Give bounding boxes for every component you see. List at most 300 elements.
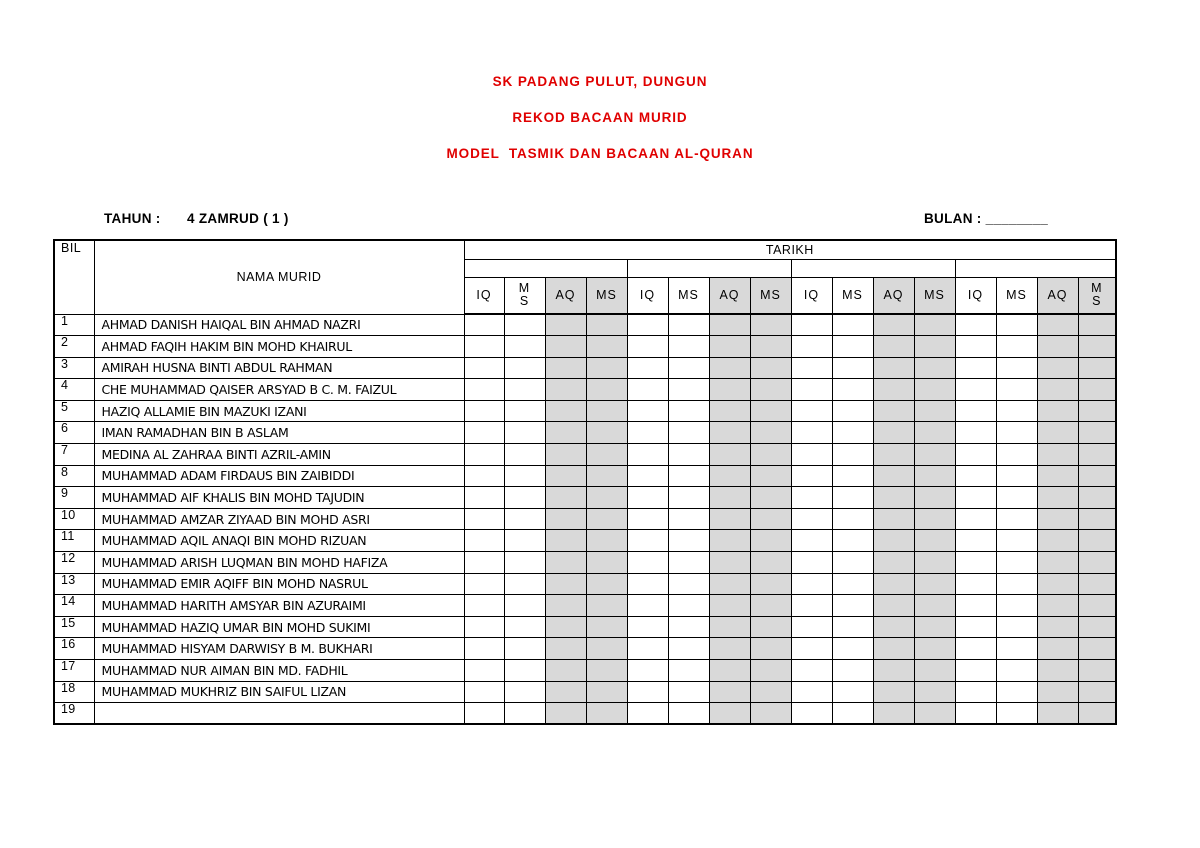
record-cell[interactable]: [668, 487, 709, 509]
record-cell[interactable]: [545, 530, 586, 552]
record-cell[interactable]: [545, 703, 586, 725]
record-cell[interactable]: [996, 638, 1037, 660]
record-cell[interactable]: [832, 357, 873, 379]
record-cell[interactable]: [709, 422, 750, 444]
record-cell[interactable]: [1037, 616, 1078, 638]
record-cell[interactable]: [1078, 357, 1116, 379]
record-cell[interactable]: [996, 616, 1037, 638]
record-cell[interactable]: [1037, 573, 1078, 595]
record-cell[interactable]: [627, 616, 668, 638]
record-cell[interactable]: [1037, 703, 1078, 725]
record-cell[interactable]: [791, 508, 832, 530]
record-cell[interactable]: [504, 573, 545, 595]
record-cell[interactable]: [1078, 552, 1116, 574]
record-cell[interactable]: [545, 422, 586, 444]
record-cell[interactable]: [1037, 422, 1078, 444]
record-cell[interactable]: [709, 573, 750, 595]
record-cell[interactable]: [1078, 487, 1116, 509]
record-cell[interactable]: [791, 616, 832, 638]
record-cell[interactable]: [504, 487, 545, 509]
record-cell[interactable]: [668, 595, 709, 617]
record-cell[interactable]: [464, 314, 504, 336]
record-cell[interactable]: [464, 487, 504, 509]
record-cell[interactable]: [914, 357, 955, 379]
record-cell[interactable]: [1037, 444, 1078, 466]
record-cell[interactable]: [627, 660, 668, 682]
record-cell[interactable]: [627, 530, 668, 552]
record-cell[interactable]: [955, 422, 996, 444]
record-cell[interactable]: [955, 487, 996, 509]
record-cell[interactable]: [709, 336, 750, 358]
record-cell[interactable]: [873, 336, 914, 358]
record-cell[interactable]: [668, 681, 709, 703]
record-cell[interactable]: [709, 530, 750, 552]
record-cell[interactable]: [955, 379, 996, 401]
record-cell[interactable]: [996, 681, 1037, 703]
record-cell[interactable]: [1078, 660, 1116, 682]
record-cell[interactable]: [791, 314, 832, 336]
record-cell[interactable]: [1037, 400, 1078, 422]
record-cell[interactable]: [586, 703, 627, 725]
record-cell[interactable]: [873, 530, 914, 552]
record-cell[interactable]: [996, 573, 1037, 595]
record-cell[interactable]: [914, 444, 955, 466]
date-cell[interactable]: [627, 259, 791, 277]
record-cell[interactable]: [504, 638, 545, 660]
record-cell[interactable]: [627, 487, 668, 509]
record-cell[interactable]: [627, 336, 668, 358]
record-cell[interactable]: [709, 552, 750, 574]
record-cell[interactable]: [955, 314, 996, 336]
record-cell[interactable]: [1037, 595, 1078, 617]
record-cell[interactable]: [668, 573, 709, 595]
record-cell[interactable]: [627, 552, 668, 574]
record-cell[interactable]: [832, 595, 873, 617]
record-cell[interactable]: [996, 595, 1037, 617]
record-cell[interactable]: [504, 314, 545, 336]
record-cell[interactable]: [955, 595, 996, 617]
record-cell[interactable]: [750, 379, 791, 401]
record-cell[interactable]: [464, 508, 504, 530]
record-cell[interactable]: [464, 530, 504, 552]
record-cell[interactable]: [464, 573, 504, 595]
record-cell[interactable]: [709, 638, 750, 660]
record-cell[interactable]: [832, 552, 873, 574]
record-cell[interactable]: [627, 465, 668, 487]
record-cell[interactable]: [955, 681, 996, 703]
record-cell[interactable]: [545, 681, 586, 703]
record-cell[interactable]: [545, 508, 586, 530]
record-cell[interactable]: [1078, 530, 1116, 552]
record-cell[interactable]: [1037, 336, 1078, 358]
record-cell[interactable]: [873, 660, 914, 682]
record-cell[interactable]: [709, 660, 750, 682]
record-cell[interactable]: [750, 681, 791, 703]
record-cell[interactable]: [873, 616, 914, 638]
record-cell[interactable]: [504, 444, 545, 466]
record-cell[interactable]: [791, 703, 832, 725]
record-cell[interactable]: [996, 508, 1037, 530]
record-cell[interactable]: [832, 465, 873, 487]
record-cell[interactable]: [750, 444, 791, 466]
record-cell[interactable]: [873, 465, 914, 487]
record-cell[interactable]: [996, 552, 1037, 574]
record-cell[interactable]: [668, 422, 709, 444]
date-cell[interactable]: [464, 259, 627, 277]
record-cell[interactable]: [832, 573, 873, 595]
record-cell[interactable]: [914, 314, 955, 336]
record-cell[interactable]: [955, 508, 996, 530]
record-cell[interactable]: [586, 552, 627, 574]
record-cell[interactable]: [1037, 314, 1078, 336]
record-cell[interactable]: [545, 314, 586, 336]
record-cell[interactable]: [750, 314, 791, 336]
record-cell[interactable]: [586, 616, 627, 638]
record-cell[interactable]: [709, 616, 750, 638]
record-cell[interactable]: [791, 444, 832, 466]
record-cell[interactable]: [1078, 314, 1116, 336]
record-cell[interactable]: [832, 400, 873, 422]
record-cell[interactable]: [586, 638, 627, 660]
date-cell[interactable]: [955, 259, 1116, 277]
record-cell[interactable]: [586, 508, 627, 530]
record-cell[interactable]: [627, 444, 668, 466]
record-cell[interactable]: [750, 465, 791, 487]
record-cell[interactable]: [996, 379, 1037, 401]
record-cell[interactable]: [750, 573, 791, 595]
record-cell[interactable]: [914, 616, 955, 638]
record-cell[interactable]: [873, 357, 914, 379]
record-cell[interactable]: [1078, 336, 1116, 358]
record-cell[interactable]: [832, 530, 873, 552]
record-cell[interactable]: [791, 422, 832, 444]
record-cell[interactable]: [1078, 422, 1116, 444]
record-cell[interactable]: [955, 703, 996, 725]
record-cell[interactable]: [464, 422, 504, 444]
record-cell[interactable]: [832, 336, 873, 358]
record-cell[interactable]: [1037, 638, 1078, 660]
record-cell[interactable]: [873, 422, 914, 444]
record-cell[interactable]: [791, 573, 832, 595]
record-cell[interactable]: [464, 616, 504, 638]
record-cell[interactable]: [504, 379, 545, 401]
record-cell[interactable]: [996, 400, 1037, 422]
record-cell[interactable]: [873, 444, 914, 466]
record-cell[interactable]: [873, 552, 914, 574]
record-cell[interactable]: [832, 703, 873, 725]
record-cell[interactable]: [709, 314, 750, 336]
record-cell[interactable]: [955, 444, 996, 466]
record-cell[interactable]: [627, 357, 668, 379]
record-cell[interactable]: [464, 379, 504, 401]
record-cell[interactable]: [586, 336, 627, 358]
record-cell[interactable]: [545, 400, 586, 422]
record-cell[interactable]: [1037, 530, 1078, 552]
record-cell[interactable]: [996, 444, 1037, 466]
record-cell[interactable]: [791, 487, 832, 509]
record-cell[interactable]: [1037, 681, 1078, 703]
record-cell[interactable]: [709, 465, 750, 487]
record-cell[interactable]: [586, 444, 627, 466]
record-cell[interactable]: [1078, 703, 1116, 725]
record-cell[interactable]: [1037, 660, 1078, 682]
record-cell[interactable]: [586, 681, 627, 703]
record-cell[interactable]: [545, 487, 586, 509]
record-cell[interactable]: [955, 552, 996, 574]
record-cell[interactable]: [1078, 465, 1116, 487]
record-cell[interactable]: [791, 552, 832, 574]
record-cell[interactable]: [586, 660, 627, 682]
record-cell[interactable]: [750, 422, 791, 444]
record-cell[interactable]: [504, 660, 545, 682]
record-cell[interactable]: [709, 508, 750, 530]
record-cell[interactable]: [1078, 400, 1116, 422]
record-cell[interactable]: [914, 552, 955, 574]
record-cell[interactable]: [914, 487, 955, 509]
record-cell[interactable]: [832, 379, 873, 401]
record-cell[interactable]: [668, 638, 709, 660]
record-cell[interactable]: [709, 487, 750, 509]
record-cell[interactable]: [464, 552, 504, 574]
record-cell[interactable]: [504, 595, 545, 617]
record-cell[interactable]: [586, 573, 627, 595]
record-cell[interactable]: [627, 422, 668, 444]
record-cell[interactable]: [464, 336, 504, 358]
record-cell[interactable]: [750, 660, 791, 682]
record-cell[interactable]: [914, 508, 955, 530]
record-cell[interactable]: [545, 595, 586, 617]
record-cell[interactable]: [668, 336, 709, 358]
record-cell[interactable]: [464, 444, 504, 466]
record-cell[interactable]: [545, 638, 586, 660]
record-cell[interactable]: [750, 357, 791, 379]
record-cell[interactable]: [586, 357, 627, 379]
record-cell[interactable]: [586, 400, 627, 422]
record-cell[interactable]: [627, 400, 668, 422]
record-cell[interactable]: [545, 379, 586, 401]
record-cell[interactable]: [504, 508, 545, 530]
record-cell[interactable]: [464, 357, 504, 379]
record-cell[interactable]: [955, 573, 996, 595]
record-cell[interactable]: [832, 660, 873, 682]
record-cell[interactable]: [832, 487, 873, 509]
record-cell[interactable]: [709, 400, 750, 422]
record-cell[interactable]: [668, 465, 709, 487]
record-cell[interactable]: [586, 314, 627, 336]
record-cell[interactable]: [791, 336, 832, 358]
record-cell[interactable]: [955, 465, 996, 487]
record-cell[interactable]: [504, 336, 545, 358]
record-cell[interactable]: [464, 465, 504, 487]
record-cell[interactable]: [709, 681, 750, 703]
record-cell[interactable]: [709, 357, 750, 379]
record-cell[interactable]: [914, 573, 955, 595]
record-cell[interactable]: [627, 314, 668, 336]
record-cell[interactable]: [545, 616, 586, 638]
record-cell[interactable]: [873, 314, 914, 336]
record-cell[interactable]: [873, 595, 914, 617]
record-cell[interactable]: [996, 703, 1037, 725]
record-cell[interactable]: [996, 660, 1037, 682]
record-cell[interactable]: [668, 444, 709, 466]
record-cell[interactable]: [873, 703, 914, 725]
record-cell[interactable]: [668, 314, 709, 336]
record-cell[interactable]: [545, 552, 586, 574]
record-cell[interactable]: [955, 638, 996, 660]
record-cell[interactable]: [464, 681, 504, 703]
record-cell[interactable]: [709, 595, 750, 617]
record-cell[interactable]: [1037, 379, 1078, 401]
record-cell[interactable]: [586, 487, 627, 509]
record-cell[interactable]: [1078, 379, 1116, 401]
record-cell[interactable]: [504, 703, 545, 725]
record-cell[interactable]: [709, 444, 750, 466]
record-cell[interactable]: [914, 465, 955, 487]
record-cell[interactable]: [545, 465, 586, 487]
record-cell[interactable]: [504, 530, 545, 552]
record-cell[interactable]: [996, 465, 1037, 487]
record-cell[interactable]: [914, 595, 955, 617]
record-cell[interactable]: [1078, 616, 1116, 638]
record-cell[interactable]: [545, 336, 586, 358]
record-cell[interactable]: [504, 616, 545, 638]
record-cell[interactable]: [668, 400, 709, 422]
record-cell[interactable]: [586, 595, 627, 617]
record-cell[interactable]: [750, 508, 791, 530]
record-cell[interactable]: [750, 616, 791, 638]
record-cell[interactable]: [1078, 573, 1116, 595]
record-cell[interactable]: [1078, 638, 1116, 660]
record-cell[interactable]: [832, 638, 873, 660]
record-cell[interactable]: [873, 681, 914, 703]
record-cell[interactable]: [914, 379, 955, 401]
record-cell[interactable]: [1078, 508, 1116, 530]
record-cell[interactable]: [586, 379, 627, 401]
record-cell[interactable]: [996, 530, 1037, 552]
record-cell[interactable]: [914, 336, 955, 358]
record-cell[interactable]: [464, 703, 504, 725]
record-cell[interactable]: [914, 660, 955, 682]
record-cell[interactable]: [668, 552, 709, 574]
record-cell[interactable]: [914, 422, 955, 444]
record-cell[interactable]: [955, 530, 996, 552]
record-cell[interactable]: [955, 400, 996, 422]
record-cell[interactable]: [1037, 487, 1078, 509]
record-cell[interactable]: [545, 660, 586, 682]
record-cell[interactable]: [586, 530, 627, 552]
record-cell[interactable]: [545, 444, 586, 466]
record-cell[interactable]: [955, 336, 996, 358]
record-cell[interactable]: [1037, 357, 1078, 379]
record-cell[interactable]: [464, 638, 504, 660]
record-cell[interactable]: [873, 638, 914, 660]
record-cell[interactable]: [750, 595, 791, 617]
record-cell[interactable]: [668, 660, 709, 682]
record-cell[interactable]: [914, 638, 955, 660]
record-cell[interactable]: [955, 357, 996, 379]
record-cell[interactable]: [955, 660, 996, 682]
record-cell[interactable]: [750, 336, 791, 358]
record-cell[interactable]: [832, 681, 873, 703]
record-cell[interactable]: [914, 681, 955, 703]
record-cell[interactable]: [996, 422, 1037, 444]
record-cell[interactable]: [791, 357, 832, 379]
record-cell[interactable]: [627, 703, 668, 725]
record-cell[interactable]: [586, 422, 627, 444]
record-cell[interactable]: [873, 400, 914, 422]
record-cell[interactable]: [1037, 508, 1078, 530]
record-cell[interactable]: [996, 487, 1037, 509]
record-cell[interactable]: [586, 465, 627, 487]
record-cell[interactable]: [791, 465, 832, 487]
record-cell[interactable]: [464, 595, 504, 617]
record-cell[interactable]: [504, 422, 545, 444]
record-cell[interactable]: [627, 681, 668, 703]
record-cell[interactable]: [504, 357, 545, 379]
record-cell[interactable]: [750, 400, 791, 422]
record-cell[interactable]: [627, 595, 668, 617]
record-cell[interactable]: [504, 465, 545, 487]
record-cell[interactable]: [627, 638, 668, 660]
record-cell[interactable]: [832, 508, 873, 530]
record-cell[interactable]: [668, 508, 709, 530]
record-cell[interactable]: [668, 379, 709, 401]
date-cell[interactable]: [791, 259, 955, 277]
record-cell[interactable]: [1078, 681, 1116, 703]
record-cell[interactable]: [832, 314, 873, 336]
record-cell[interactable]: [996, 336, 1037, 358]
record-cell[interactable]: [832, 616, 873, 638]
record-cell[interactable]: [627, 508, 668, 530]
record-cell[interactable]: [709, 703, 750, 725]
record-cell[interactable]: [914, 400, 955, 422]
record-cell[interactable]: [668, 357, 709, 379]
record-cell[interactable]: [750, 703, 791, 725]
record-cell[interactable]: [955, 616, 996, 638]
record-cell[interactable]: [504, 552, 545, 574]
record-cell[interactable]: [545, 357, 586, 379]
record-cell[interactable]: [791, 595, 832, 617]
record-cell[interactable]: [627, 379, 668, 401]
record-cell[interactable]: [791, 379, 832, 401]
record-cell[interactable]: [914, 530, 955, 552]
record-cell[interactable]: [504, 681, 545, 703]
record-cell[interactable]: [873, 508, 914, 530]
record-cell[interactable]: [1037, 465, 1078, 487]
record-cell[interactable]: [996, 357, 1037, 379]
record-cell[interactable]: [791, 638, 832, 660]
record-cell[interactable]: [832, 422, 873, 444]
record-cell[interactable]: [750, 638, 791, 660]
record-cell[interactable]: [791, 530, 832, 552]
record-cell[interactable]: [709, 379, 750, 401]
record-cell[interactable]: [791, 660, 832, 682]
record-cell[interactable]: [791, 681, 832, 703]
record-cell[interactable]: [750, 487, 791, 509]
record-cell[interactable]: [996, 314, 1037, 336]
record-cell[interactable]: [873, 573, 914, 595]
record-cell[interactable]: [791, 400, 832, 422]
record-cell[interactable]: [464, 400, 504, 422]
record-cell[interactable]: [504, 400, 545, 422]
record-cell[interactable]: [1078, 595, 1116, 617]
record-cell[interactable]: [1078, 444, 1116, 466]
record-cell[interactable]: [832, 444, 873, 466]
record-cell[interactable]: [464, 660, 504, 682]
record-cell[interactable]: [668, 616, 709, 638]
record-cell[interactable]: [750, 530, 791, 552]
record-cell[interactable]: [668, 703, 709, 725]
